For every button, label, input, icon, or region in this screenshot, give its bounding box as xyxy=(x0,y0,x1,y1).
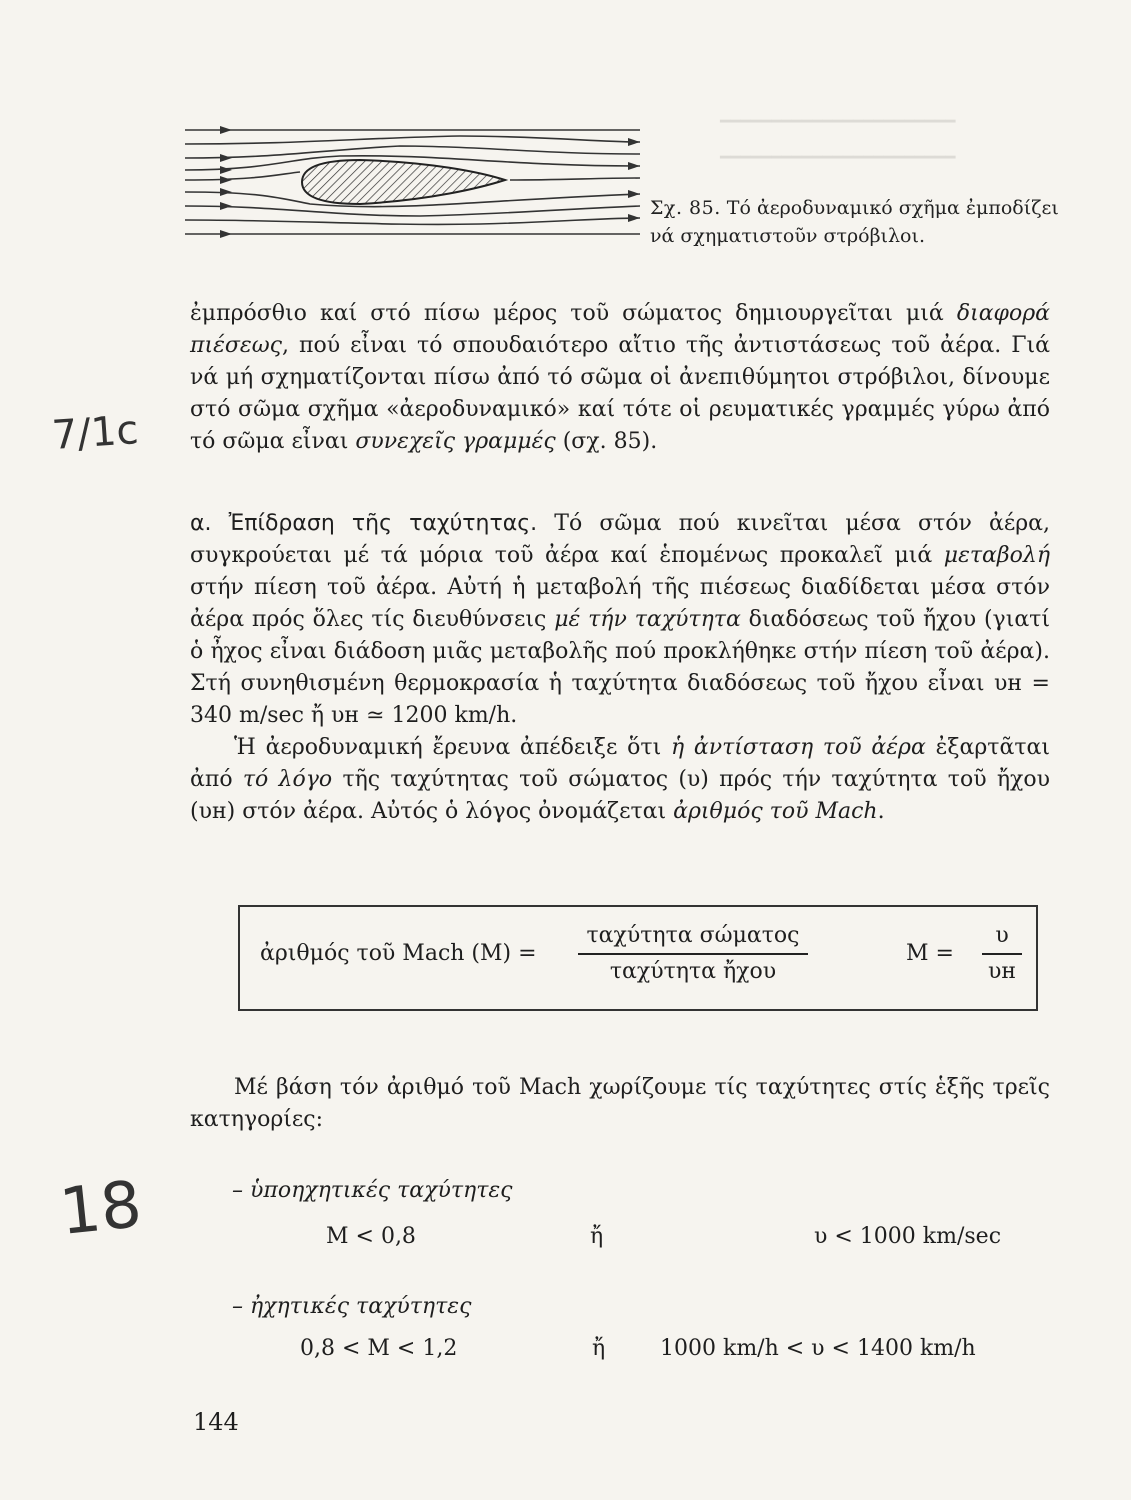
italic-term: ἀριθμός τοῦ Mach xyxy=(673,799,878,824)
section-speed-effect xyxy=(190,508,1050,828)
formula-m-denominator: υн xyxy=(987,959,1017,984)
text-run: (σχ. 85). xyxy=(555,429,658,454)
category-condition-mach: 0,8 < M < 1,2 xyxy=(300,1336,458,1361)
category-label-subsonic: – ὑποηχητικές ταχύτητες xyxy=(232,1178,513,1203)
handwritten-margin-note: 18 xyxy=(56,1167,146,1251)
formula-m-lhs: M = xyxy=(906,941,954,966)
text-run: ἐμπρόσθιο καί στό πίσω μέρος τοῦ σώματος δημιουργεῖται μιά xyxy=(190,301,957,326)
bleed-through-decoration: ━━━━━━━━━━━━━━━━━━━━━━━ xyxy=(720,148,956,168)
text-run: Τό σῶμα πού κινεῖται μέσα στόν ἀέρα, συγκρούεται μέ τά μόρια τοῦ ἀέρα καί ἑπομένως προκαλεῖ μιά xyxy=(190,511,1050,568)
category-or: ἤ xyxy=(590,1224,604,1249)
formula-numerator: ταχύτητα σώματος xyxy=(586,923,800,948)
category-or: ἤ xyxy=(592,1336,606,1361)
italic-term: συνεχεῖς γραμμές xyxy=(355,429,556,454)
fraction-bar xyxy=(578,953,808,955)
italic-term: μεταβολή xyxy=(943,543,1050,568)
handwritten-margin-note: 7/1ϲ xyxy=(50,407,140,459)
bleed-through-decoration: ━━━━━━━━━━━━━━━━━━━━━━━ xyxy=(720,112,956,132)
figure-caption xyxy=(650,194,1070,250)
text-run: στήν πίεση τοῦ ἀέρα. Αὐτή ἡ μεταβολή τῆς πιέσεως διαδίδεται μέσα στόν ἀέρα πρός ὅλες τίς διευθύνσεις xyxy=(190,575,1050,632)
airfoil-streamline-figure xyxy=(180,108,650,258)
italic-term: ἡ ἀντίσταση τοῦ ἀέρα xyxy=(670,735,926,760)
italic-term: τό λόγο xyxy=(242,767,333,792)
text-run: ἐξαρτᾶται ἀπό xyxy=(190,735,1050,792)
text-run: Ἡ ἀεροδυναμική ἔρευνα ἀπέδειξε ὅτι xyxy=(234,735,671,760)
italic-term: διαφορά πιέσεως xyxy=(190,301,1050,358)
paragraph-pressure-difference xyxy=(190,298,1050,458)
page-number: 144 xyxy=(193,1408,239,1436)
airfoil-shape xyxy=(302,160,505,204)
formula-denominator: ταχύτητα ἤχου xyxy=(609,959,777,984)
text-run: τῆς ταχύτητας τοῦ σώματος (υ) πρός τήν ταχύτητα τοῦ ἤχου (υн) στόν ἀέρα. Αὐτός ὁ λόγος ὀνομάζεται xyxy=(190,767,1051,824)
category-label-sonic: – ἠχητικές ταχύτητες xyxy=(232,1294,472,1319)
fraction-bar xyxy=(982,953,1022,955)
text-run: διαδόσεως τοῦ ἤχου (γιατί ὁ ἦχος εἶναι διάδοση μιᾶς μεταβολῆς πού προκλήθηκε στήν πίεση τοῦ ἀέρα). Στή συνηθισμένη θερμοκρασία ἡ ταχύτητα διαδόσεως τοῦ ἤχου εἶναι υн = 340 m/sec ἤ υн ≃ 1200 km/h. xyxy=(190,607,1050,728)
mach-formula-box xyxy=(238,905,1038,1011)
category-condition-speed: 1000 km/h < υ < 1400 km/h xyxy=(660,1336,976,1361)
text-run: . xyxy=(877,799,885,824)
formula-m-numerator: υ xyxy=(995,923,1009,948)
category-condition-speed: υ < 1000 km/sec xyxy=(814,1224,1002,1249)
formula-lhs: ἀριθμός τοῦ Mach (M) = xyxy=(260,941,537,966)
formula-fraction xyxy=(578,921,808,987)
formula-m-fraction xyxy=(982,921,1022,987)
paragraph-categories-intro: Μέ βάση τόν ἀριθμό τοῦ Mach χωρίζουμε τίς ταχύτητες στίς ἑξῆς τρεῖς κατηγορίες: xyxy=(190,1075,1050,1132)
italic-term: μέ τήν ταχύτητα xyxy=(554,607,741,632)
figure-caption-text: Τό ἀεροδυναμικό σχῆμα ἐμποδίζει νά σχηματιστοῦν στρόβιλοι. xyxy=(650,197,1059,247)
text-run: , πού εἶναι τό σπουδαιότερο αἴτιο τῆς ἀντιστάσεως τοῦ ἀέρα. Γιά νά μή σχηματίζονται πίσω ἀπό τό σῶμα οἱ ἀνεπιθύμητοι στρόβιλοι, δίνουμε στό σῶμα σχῆμα «ἀεροδυναμικό» καί τότε οἱ ρευματικές γραμμές γύρω ἀπό τό σῶμα εἶναι xyxy=(190,333,1050,454)
section-heading: α. Ἐπίδραση τῆς ταχύτητας. xyxy=(190,511,538,536)
figure-caption-label: Σχ. 85. xyxy=(650,197,721,219)
category-condition-mach: M < 0,8 xyxy=(326,1224,416,1249)
